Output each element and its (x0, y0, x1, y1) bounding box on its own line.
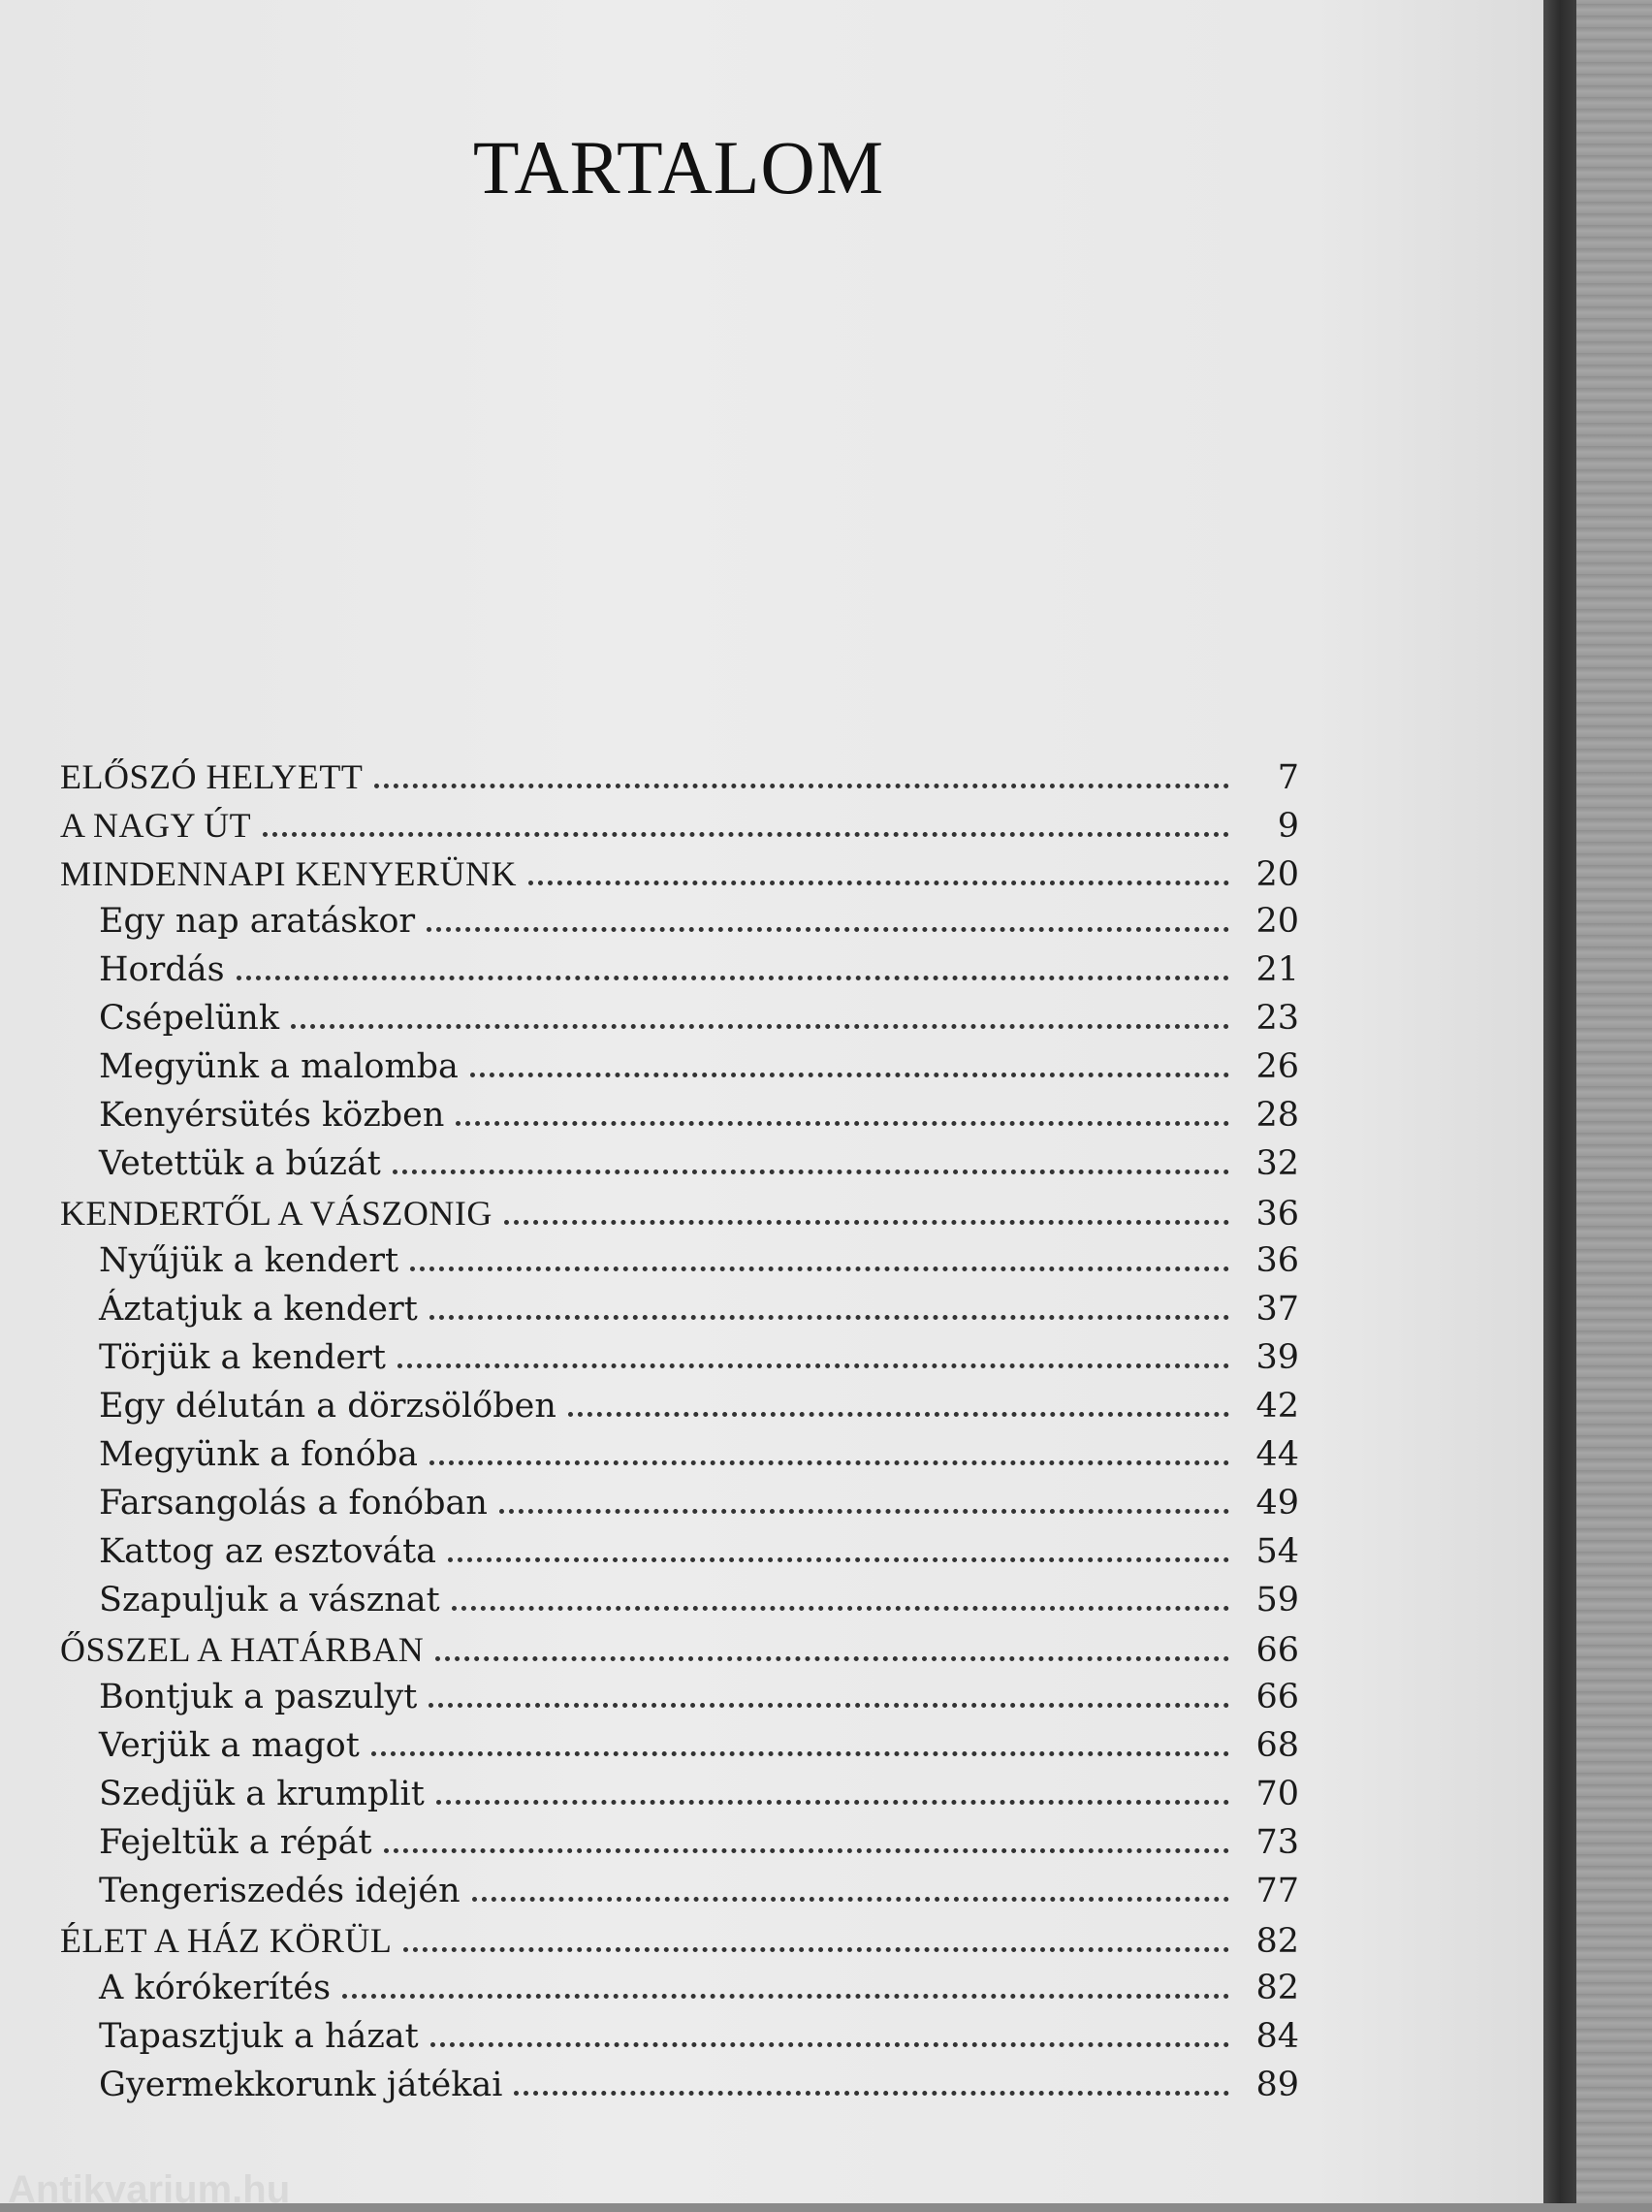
toc-page-number: 66 (1255, 1678, 1299, 1716)
dot-leader (568, 1412, 1229, 1417)
toc-page-number: 82 (1255, 1969, 1299, 2007)
dot-leader (448, 1557, 1229, 1562)
toc-page-number: 82 (1255, 1922, 1299, 1961)
toc-page-number: 42 (1255, 1387, 1299, 1426)
book-spine (1543, 0, 1576, 2203)
toc-entry-label: Nyűjük a kendert (99, 1241, 399, 1280)
toc-entry-label: Szapuljuk a vásznat (99, 1581, 440, 1619)
dot-leader (528, 881, 1229, 885)
toc-page-number: 20 (1255, 855, 1299, 894)
toc-page-number: 44 (1255, 1435, 1299, 1474)
toc-page-number: 32 (1255, 1144, 1299, 1183)
page-title: TARTALOM (472, 125, 885, 209)
toc-page-number: 37 (1255, 1290, 1299, 1329)
toc-entry-label: Verjük a magot (99, 1726, 360, 1765)
dot-leader (371, 1751, 1229, 1756)
toc-page-number: 20 (1255, 902, 1299, 941)
toc-section-row (60, 1775, 1299, 1823)
toc-section-row (60, 1726, 1299, 1775)
toc-section-row (60, 1678, 1299, 1726)
toc-page-number: 49 (1255, 1484, 1299, 1523)
toc-entry-label: Egy délután a dörzsölőben (99, 1387, 556, 1426)
toc-page-number: 77 (1255, 1872, 1299, 1910)
toc-entry-label: Egy nap aratáskor (99, 902, 416, 941)
toc-chapter-row (60, 1920, 1299, 1969)
toc-entry-label: Bontjuk a paszulyt (99, 1678, 418, 1716)
toc-entry-label: Tengeriszedés idején (99, 1872, 461, 1910)
toc-section-row (60, 1823, 1299, 1872)
toc-entry-label: Kenyérsütés közben (99, 1096, 445, 1135)
dot-leader (435, 1656, 1229, 1661)
toc-chapter-row (60, 756, 1299, 805)
toc-entry-label: Hordás (99, 950, 225, 989)
table-of-contents (60, 756, 1299, 2114)
dot-leader (291, 1024, 1229, 1029)
dot-leader (374, 784, 1229, 788)
toc-section-row (60, 1241, 1299, 1290)
toc-entry-label: ELŐSZÓ HELYETT (60, 757, 364, 796)
toc-page-number: 59 (1255, 1581, 1299, 1619)
toc-entry-label: Vetettük a búzát (99, 1144, 381, 1183)
dot-leader (384, 1848, 1229, 1853)
dot-leader (499, 1509, 1229, 1514)
toc-section-row (60, 1969, 1299, 2017)
toc-page-number: 73 (1255, 1823, 1299, 1862)
toc-section-row (60, 1581, 1299, 1629)
toc-entry-label: Gyermekkorunk játékai (99, 2066, 503, 2104)
toc-section-row (60, 2066, 1299, 2114)
toc-page-number: 26 (1255, 1047, 1299, 1086)
toc-page-number: 66 (1255, 1631, 1299, 1670)
toc-section-row (60, 1532, 1299, 1581)
dot-leader (429, 1703, 1229, 1708)
toc-entry-label: A kórókerítés (99, 1969, 332, 2007)
toc-entry-label: Tapasztjuk a házat (99, 2017, 419, 2056)
dot-leader (342, 1994, 1229, 1999)
toc-page-number: 36 (1255, 1241, 1299, 1280)
toc-section-row (60, 1290, 1299, 1338)
dot-leader (430, 2042, 1229, 2047)
dot-leader (514, 2091, 1229, 2096)
toc-section-row (60, 1484, 1299, 1532)
toc-entry-label: Áztatjuk a kendert (99, 1290, 418, 1329)
toc-entry-label: Szedjük a krumplit (99, 1775, 425, 1813)
toc-entry-label: A NAGY ÚT (60, 806, 252, 845)
dot-leader (403, 1947, 1229, 1952)
toc-chapter-row (60, 853, 1299, 902)
toc-page-number: 28 (1255, 1096, 1299, 1135)
dot-leader (429, 1460, 1229, 1465)
dot-leader (452, 1606, 1229, 1611)
toc-chapter-row (60, 1193, 1299, 1241)
toc-chapter-row (60, 1629, 1299, 1678)
toc-chapter-row (60, 805, 1299, 853)
dot-leader (397, 1363, 1229, 1368)
toc-page-number: 89 (1255, 2066, 1299, 2104)
toc-entry-label: Megyünk a fonóba (99, 1435, 419, 1474)
toc-page-number: 36 (1255, 1195, 1299, 1234)
toc-page-number: 23 (1255, 999, 1299, 1038)
toc-page-number: 70 (1255, 1775, 1299, 1813)
toc-entry-label: Törjük a kendert (99, 1338, 386, 1377)
toc-entry-label: Megyünk a malomba (99, 1047, 459, 1086)
toc-section-row (60, 1338, 1299, 1387)
background-surface (1576, 0, 1652, 2203)
toc-entry-label: Kattog az esztováta (99, 1532, 437, 1571)
toc-section-row (60, 1387, 1299, 1435)
dot-leader (436, 1800, 1229, 1805)
dot-leader (504, 1220, 1229, 1225)
toc-entry-label: Farsangolás a fonóban (99, 1484, 488, 1523)
dot-leader (472, 1897, 1229, 1902)
dot-leader (393, 1170, 1229, 1174)
toc-section-row (60, 2017, 1299, 2066)
toc-section-row (60, 1144, 1299, 1193)
toc-entry-label: Csépelünk (99, 999, 280, 1038)
toc-page-number: 39 (1255, 1338, 1299, 1377)
dot-leader (456, 1121, 1229, 1126)
toc-entry-label: ÉLET A HÁZ KÖRÜL (60, 1921, 393, 1960)
dot-leader (237, 976, 1229, 980)
toc-entry-label: MINDENNAPI KENYERÜNK (60, 854, 517, 893)
toc-section-row (60, 902, 1299, 950)
dot-leader (427, 927, 1229, 932)
toc-entry-label: Fejeltük a répát (99, 1823, 372, 1862)
toc-section-row (60, 950, 1299, 999)
toc-page-number: 84 (1255, 2017, 1299, 2056)
toc-section-row (60, 1047, 1299, 1096)
toc-page-number: 9 (1277, 807, 1299, 846)
toc-page-number: 21 (1255, 950, 1299, 989)
toc-section-row (60, 1096, 1299, 1144)
toc-page-number: 54 (1255, 1532, 1299, 1571)
toc-section-row (60, 1435, 1299, 1484)
watermark: Antikvarium.hu (8, 2168, 291, 2211)
toc-page-number: 68 (1255, 1726, 1299, 1765)
toc-page-number: 7 (1277, 758, 1299, 797)
toc-section-row (60, 1872, 1299, 1920)
toc-section-row (60, 999, 1299, 1047)
dot-leader (263, 832, 1229, 837)
dot-leader (470, 1073, 1229, 1077)
dot-leader (429, 1315, 1229, 1320)
dot-leader (410, 1266, 1229, 1271)
toc-entry-label: ŐSSZEL A HATÁRBAN (60, 1630, 425, 1669)
toc-entry-label: KENDERTŐL A VÁSZONIG (60, 1194, 492, 1233)
